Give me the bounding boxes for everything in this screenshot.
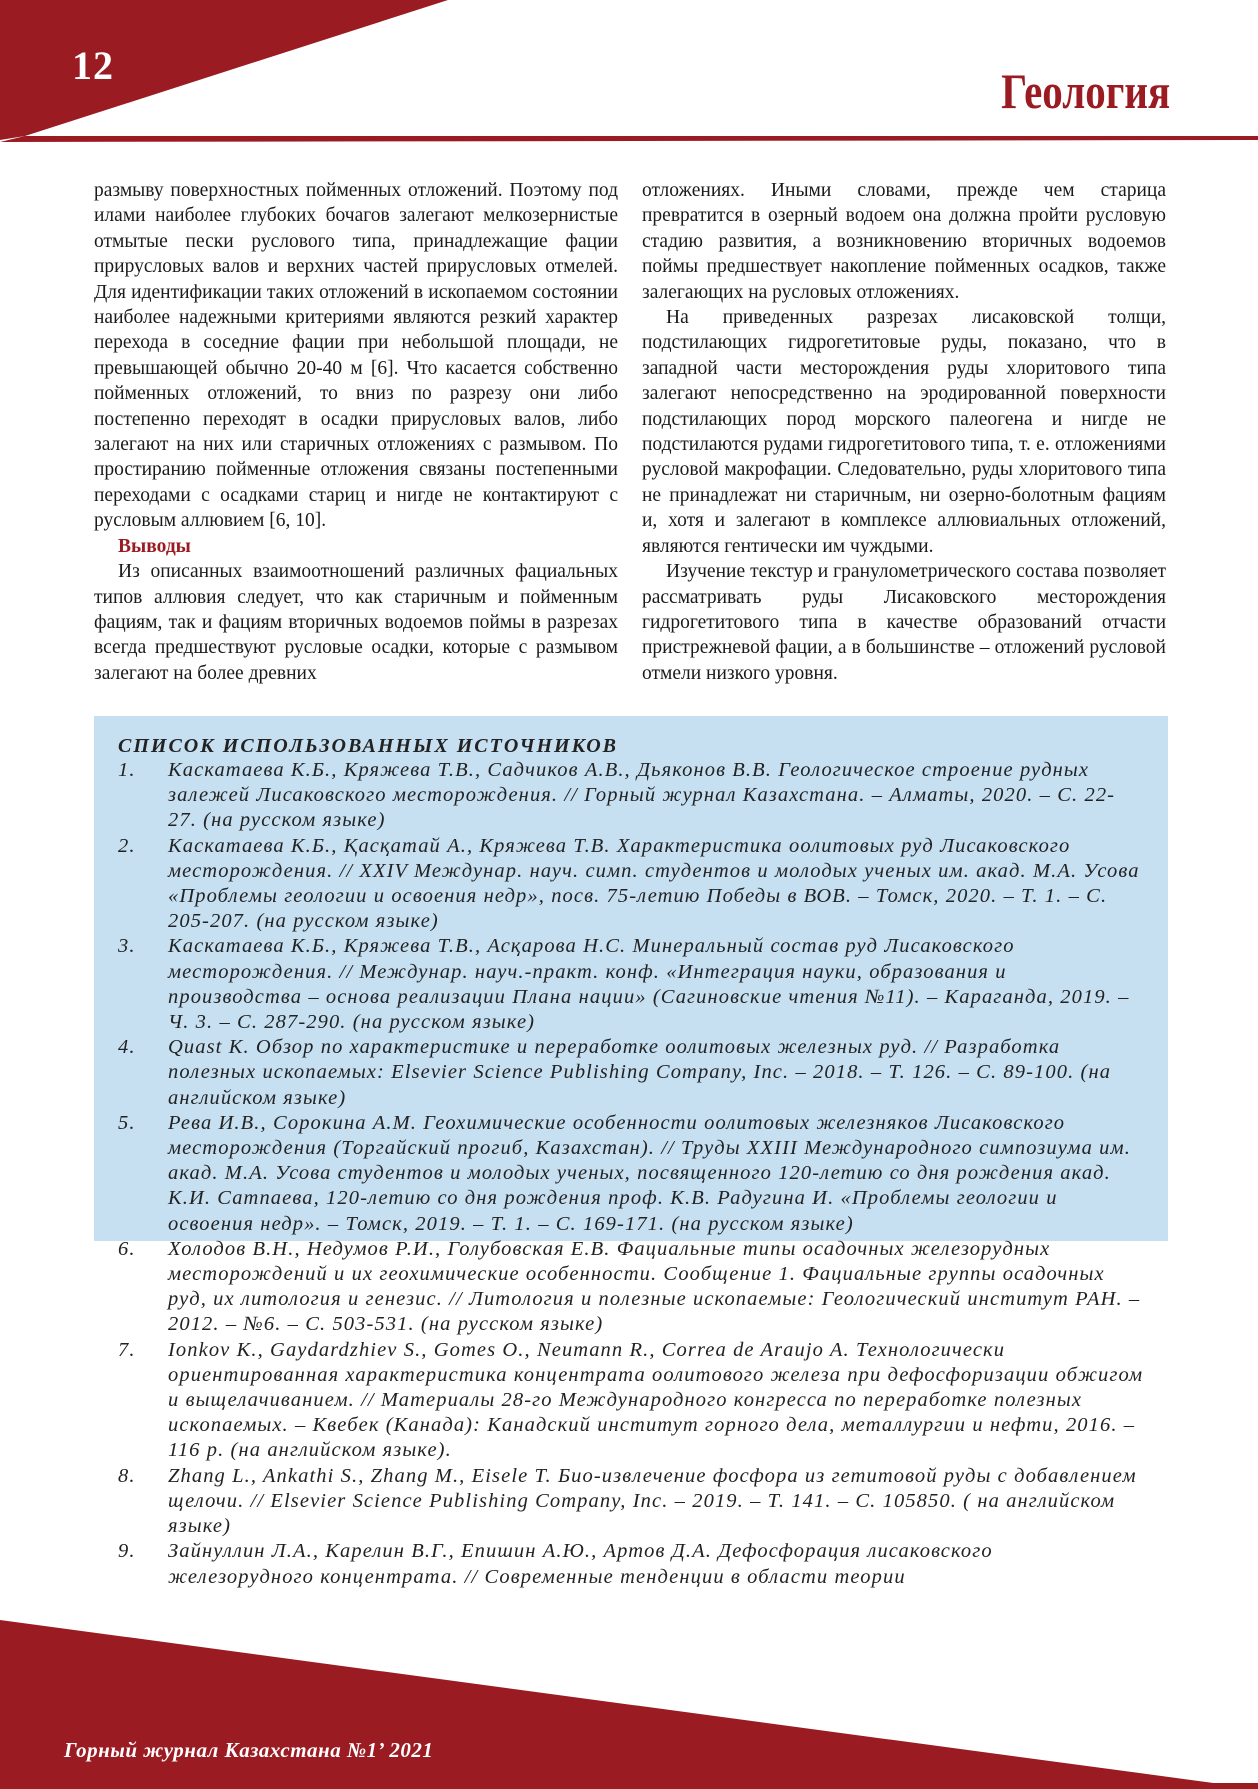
paragraph: размыву поверхностных пойменных отложений. Поэтому под илами наиболее глубоких бочагов залегают мелкозернистые отмытые пески руслового типа, принадлежащие фации прирусловых валов и верхних частей прирусловых отмелей. Для идентификации таких отложений в ископаемом состоянии наиболее надежными критериями являются резкий характер перехода в соседние фации при небольшой площади, не превышающей обычно 20-40 м [6]. Что касается собственно пойменных отложений, то вниз по разрезу они либо постепенно переходят в осадки прирусловых валов, либо залегают на них или старичных отложениях с размывом. По простиранию пойменные отложения связаны постепенными переходами с осадками стариц и нигде не контактируют с русловым аллювием [6, 10]. [94,180,618,532]
reference-item [118,1111,1144,1237]
references-list [118,758,1144,1590]
reference-text: Зайнуллин Л.А., Карелин В.Г., Епишин А.Ю., Артов Д.А. Дефосфорация лисаковского железорудного концентрата. // Современные тенденции в области теории [168,1540,993,1588]
paragraph: На приведенных разрезах лисаковской толщи, подстилающих гидрогетитовые руды, показано, что в западной части месторождения руды хлоритового типа залегают непосредственно на эродированной поверхности подстилающих пород морского палеогена и нигде не подстилаются рудами гидрогетитового типа, т. е. отложениями русловой макрофации. Следовательно, руды хлоритового типа не принадлежат ни старичным, ни озерно-болотным фациям и, хотя и залегают в комплексе аллювиальных отложений, являются гентически им чуждыми. [642,307,1166,557]
section-title: Геология [1000,63,1170,119]
references-title: СПИСОК ИСПОЛЬЗОВАННЫХ ИСТОЧНИКОВ [118,735,618,757]
reference-number: 4. [118,1036,136,1059]
reference-number: 5. [118,1111,136,1134]
footer-banner [0,1620,1258,1789]
left-column [94,178,618,686]
page-number: 12 [72,43,114,88]
reference-item [118,1035,1144,1111]
conclusions-heading: Выводы [118,535,191,557]
reference-number: 9. [118,1540,136,1563]
paragraph: Из описанных взаимоотношений различных фациальных типов аллювия следует, что как старичным и пойменным фациям, так и фациям вторичных водоемов поймы в разрезах всегда предшествуют русловые осадки, которые с размывом залегают на более древних [94,561,618,684]
reference-text: Zhang L., Ankathi S., Zhang M., Eisele T. Био-извлечение фосфора из гетитовой руды с добавлением щелочи. // Elsevier Science Publishing Company, Inc. – 2019. – Т. 141. – С. 105850. ( на английском языке) [168,1464,1137,1538]
reference-number: 3. [118,935,136,958]
reference-number: 2. [118,834,136,857]
reference-text: Каскатаева К.Б., Қасқатай А., Кряжева Т.В. Характеристика оолитовых руд Лисаковского месторождения. // XXIV Междунар. науч. симп. студентов и молодых ученых им. акад. М.А. Усова «Проблемы геологии и освоения недр», посв. 75-летию Победы в ВОВ. – Томск, 2020. – Т. 1. – С. 205-207. (на русском языке) [168,834,1140,933]
reference-text: Каскатаева К.Б., Кряжева Т.В., Асқарова Н.С. Минеральный состав руд Лисаковского месторождения. // Междунар. науч.-практ. конф. «Интеграция науки, образования и производства – основа реализации Плана нации» (Сагиновские чтения №11). – Караганда, 2019. – Ч. 3. – С. 287-290. (на русском языке) [168,935,1130,1034]
right-column [642,178,1166,686]
reference-number: 8. [118,1464,136,1487]
header-red-wedge [0,0,448,140]
paragraph: отложениях. Иными словами, прежде чем старица превратится в озерный водоем она должна пройти русловую стадию развития, а возникновению вторичных водоемов поймы предшествует накопление пойменных осадков, также залегающих на русловых отложениях. [642,180,1166,303]
reference-item [118,1338,1144,1464]
reference-number: 7. [118,1338,136,1361]
reference-item [118,834,1144,935]
reference-number: 6. [118,1237,136,1260]
reference-text: Холодов В.Н., Недумов Р.И., Голубовская Е.В. Фациальные типы осадочных железорудных месторождений и их геохимические особенности. Сообщение 1. Фациальные группы осадочных руд, их литология и генезис. // Литология и полезные ископаемые: Геологический институт РАН. – 2012. – №6. – С. 503-531. (на русском языке) [168,1237,1141,1336]
references-box [94,716,1168,1588]
reference-text: Quast K. Обзор по характеристике и переработке оолитовых железных руд. // Разработка полезных ископаемых: Elsevier Science Publishing Company, Inc. – 2018. – Т. 126. – С. 89-100. (на английском языке) [168,1036,1112,1109]
reference-item [118,758,1144,834]
footer-journal-title: Горный журнал Казахстана №1’ 2021 [64,1738,434,1762]
reference-item [118,1237,1144,1338]
reference-text: Каскатаева К.Б., Кряжева Т.В., Садчиков А.В., Дьяконов В.В. Геологическое строение рудных залежей Лисаковского месторождения. // Горный журнал Казахстана. – Алматы, 2020. – С. 22-27. (на русском языке) [168,759,1116,832]
article-body [94,178,1166,686]
reference-number: 1. [118,759,136,781]
reference-item [118,1539,1144,1589]
header-rule [0,136,1258,142]
paragraph: Изучение текстур и гранулометрического состава позволяет рассматривать руды Лисаковского месторождения гидрогетитового типа в качестве образований отчасти пристрежневой фации, а в большинстве – отложений русловой отмели низкого уровня. [642,561,1166,684]
reference-item [118,1464,1144,1540]
reference-text: Рева И.В., Сорокина А.М. Геохимические особенности оолитовых железняков Лисаковского месторождения (Торгайский прогиб, Казахстан). // Труды XXIII Международного симпозиума им. акад. М.А. Усова студентов и молодых ученых, посвященного 120-летию со дня рождения акад. К.И. Сатпаева, 120-летию со дня рождения проф. К.В. Радугина И. «Проблемы геологии и освоения недр». – Томск, 2019. – Т. 1. – С. 169-171. (на русском языке) [168,1111,1131,1235]
footer-red-band [0,1620,1258,1789]
reference-text: Ionkov K., Gaydardzhiev S., Gomes O., Neumann R., Correa de Araujo A. Технологически ориентированная характеристика концентрата оолитового железа при дефосфоризации обжигом и выщелачиванием. // Материалы 28-го Международного конгресса по переработке полезных ископаемых. – Квебек (Канада): Канадский институт горного дела, металлургии и нефти, 2016. – 116 p. (на английском языке). [168,1338,1144,1462]
reference-item [118,934,1144,1035]
